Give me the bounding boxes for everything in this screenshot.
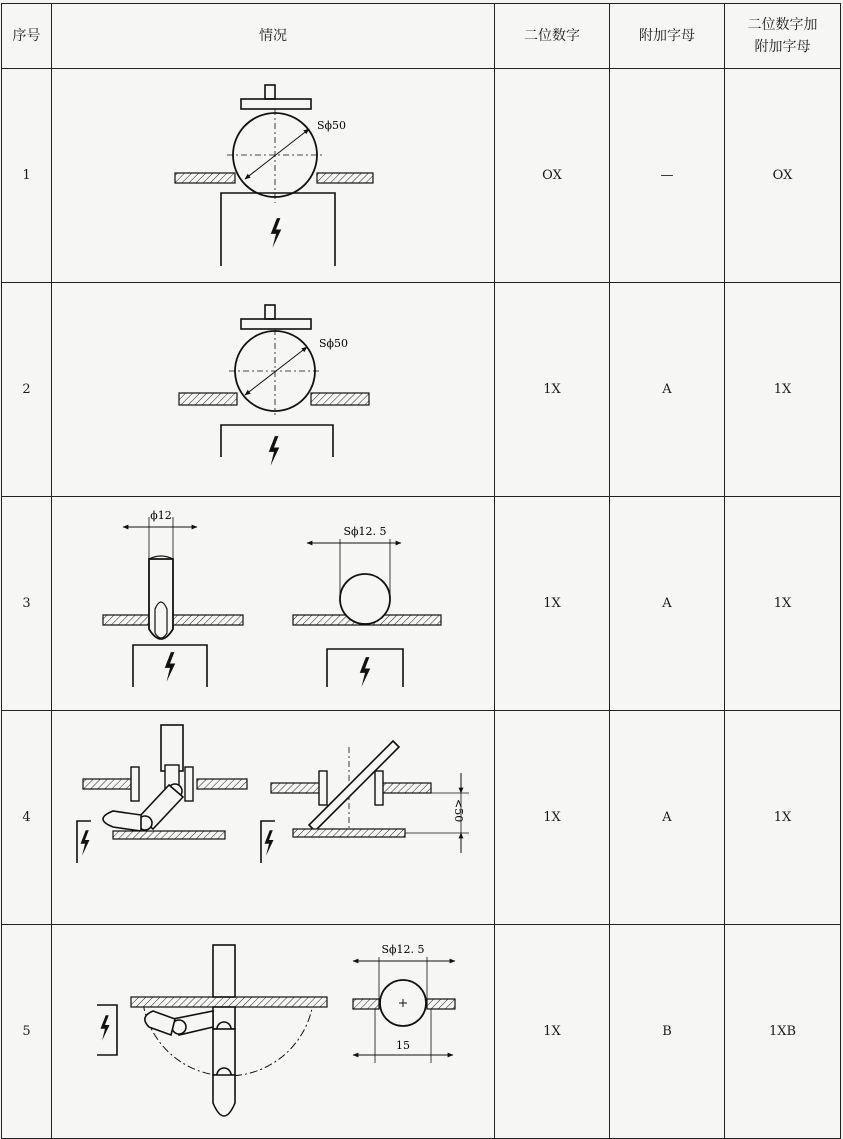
situation-drawing-3 [52,497,495,711]
table-row [2,69,841,283]
dim-label: Sϕ12. 5 [343,524,387,538]
dim-label: Sϕ50 [317,118,347,132]
combined-cell: 1X [725,497,841,711]
letter-cell: — [610,69,725,283]
header-situation: 情况 [52,4,495,69]
two-digit-cell: 1X [495,497,610,711]
dim-label: Sϕ12. 5 [381,942,425,956]
dim-label: Sϕ50 [319,336,349,350]
combined-cell: 1XB [725,925,841,1139]
jointed-finger-and-rod-drawing [53,713,493,923]
row-seq: 3 [2,497,52,711]
row-seq: 1 [2,69,52,283]
ip-code-table [1,3,841,1139]
situation-drawing-2 [52,283,495,497]
header-letter: 附加字母 [610,4,725,69]
two-digit-cell: OX [495,69,610,283]
two-digit-cell: 1X [495,925,610,1139]
header-row [2,4,841,69]
row-seq: 5 [2,925,52,1139]
combined-cell: 1X [725,711,841,925]
letter-cell: A [610,711,725,925]
situation-drawing-4 [52,711,495,925]
combined-cell: 1X [725,283,841,497]
dim-label: <50 [452,798,465,822]
two-digit-cell: 1X [495,283,610,497]
header-seq: 序号 [2,4,52,69]
dim-label: 15 [396,1038,410,1052]
table-row [2,925,841,1139]
letter-cell: A [610,497,725,711]
situation-drawing-1 [52,69,495,283]
header-combined: 二位数字加 附加字母 [725,4,841,69]
sphere-50-gap-drawing [53,285,493,495]
letter-cell: B [610,925,725,1139]
finger-and-sphere-drawing [53,499,493,709]
combined-cell: OX [725,69,841,283]
situation-drawing-5 [52,925,495,1139]
header-two-digit: 二位数字 [495,4,610,69]
table-row [2,283,841,497]
row-seq: 2 [2,283,52,497]
two-digit-cell: 1X [495,711,610,925]
table-row [2,711,841,925]
finger-arc-and-sphere-drawing [53,927,493,1137]
letter-cell: A [610,283,725,497]
row-seq: 4 [2,711,52,925]
table-row [2,497,841,711]
sphere-50-drawing [53,71,493,281]
dim-label: ϕ12 [150,508,172,522]
